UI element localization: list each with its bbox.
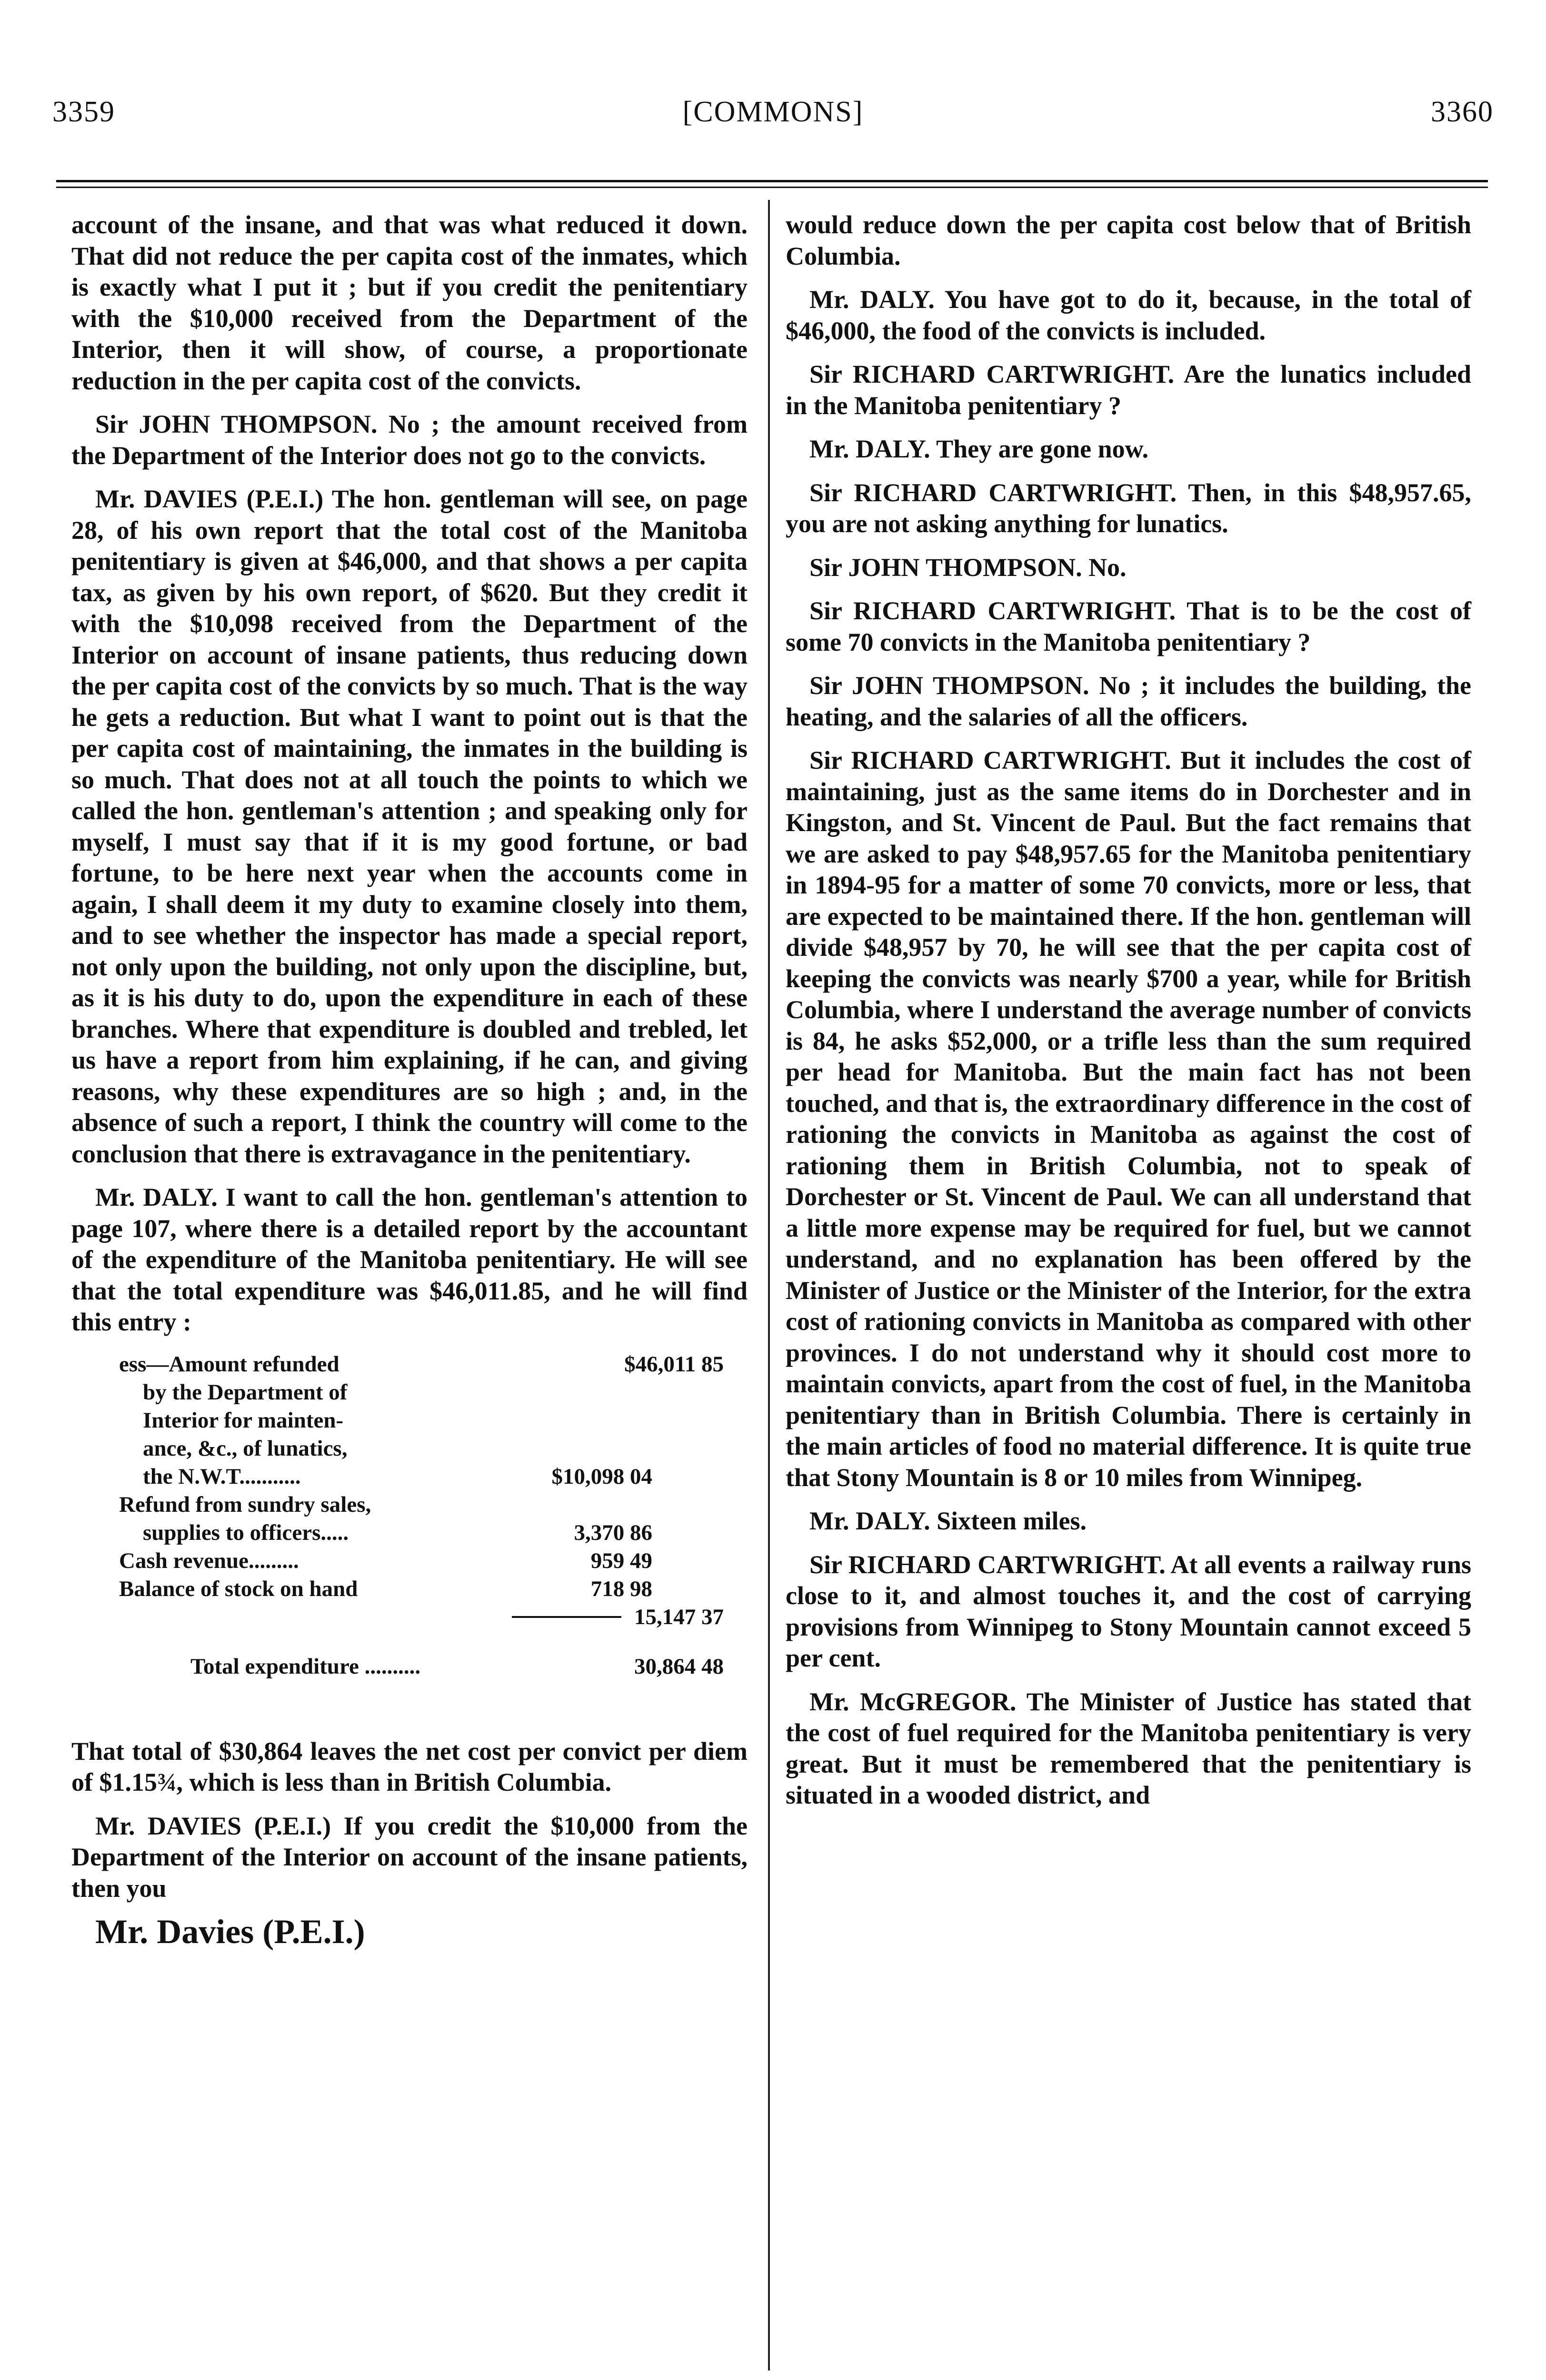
paragraph: Sir RICHARD CARTWRIGHT. Then, in this $48,957.65, you are not asking anything for lunatics. [786, 478, 1471, 538]
header-rule-bottom [56, 187, 1488, 188]
paragraph: Sir RICHARD CARTWRIGHT. Are the lunatics included in the Manitoba penitentiary ? [786, 360, 1471, 420]
paragraph: Mr. DAVIES (P.E.I.) The hon. gentleman will see, on page 28, of his own report that the total cost of the Manitoba penitentiary is given at $46,000, and that shows a per capita tax, as given by his own report, of $620. But they credit it with the $10,098 received from the Department of the Interior on account of insane patients, thus reducing down the per capita cost of the convicts by so much. That is the way he gets a reduction. But what I want to point out is that the per capita cost of maintaining, the inmates in the building is so much. That does not at all touch the points to which we called the hon. gentleman's attention ; and speaking only for myself, I must say that if it is my good fortune, or bad fortune, to be here next year when the accounts come in again, I shall deem it my duty to examine closely into them, and to see whether the inspector has made a special report, not only upon the building, not only upon the discipline, but, as it is his duty to do, upon the expenditure in each of these branches. Where that expenditure is doubled and trebled, let us have a report from him explaining, if he can, and giving reasons, why these expenditures are so high ; and, in the absence of such a report, I think the country will come to the conclusion that there is extravagance in the penitentiary. [71, 485, 748, 1168]
entry-line: supplies to officers..... [143, 1520, 349, 1545]
entry-amount: $10,098 04 [551, 1464, 652, 1489]
entry-line: Cash revenue......... [119, 1548, 299, 1573]
right-page-number: 3360 [1431, 96, 1494, 128]
entry-line: by the Department of [143, 1379, 348, 1405]
left-page-number: 3359 [52, 96, 115, 128]
entry-line: ess—Amount refunded [119, 1351, 339, 1377]
paragraph: Mr. DALY. They are gone now. [809, 435, 1149, 463]
paragraph: Mr. McGREGOR. The Minister of Justice has stated that the cost of fuel required for the Manitoba penitentiary is very great. But it must be remembered that the penitentiary is situated in a wooded district, and [786, 1687, 1471, 1809]
page-header [0, 86, 1546, 133]
paragraph: Sir RICHARD CARTWRIGHT. That is to be the cost of some 70 convicts in the Manitoba penitentiary ? [786, 596, 1471, 656]
entry-amount: 3,370 86 [574, 1520, 652, 1545]
paragraph: account of the insane, and that was what reduced it down. That did not reduce the per capita cost of the inmates, which is exactly what I put it ; but if you credit the penitentiary with the $10,000 received from the Department of the Interior, then it will show, of course, a proportionate reduction in the per capita cost of the convicts. [71, 210, 748, 395]
entry-line: Interior for mainten- [143, 1408, 344, 1433]
paragraph: Mr. DAVIES (P.E.I.) If you credit the $10,000 from the Department of the Interior on account of the insane patients, then you [71, 1811, 748, 1903]
paragraph: Mr. DALY. Sixteen miles. [809, 1507, 1087, 1535]
paragraph: would reduce down the per capita cost below that of British Columbia. [786, 210, 1471, 270]
left-column [71, 209, 748, 1960]
entry-amount: 959 49 [590, 1548, 652, 1573]
paragraph: That total of $30,864 leaves the net cost per convict per diem of $1.15¾, which is less than in British Columbia. [71, 1736, 748, 1796]
subtotal-rule [512, 1616, 621, 1618]
paragraph: Sir RICHARD CARTWRIGHT. At all events a railway runs close to it, and almost touches it, and the cost of carrying provisions from Winnipeg to Stony Mountain cannot exceed 5 per cent. [786, 1550, 1471, 1672]
section-title: [COMMONS] [682, 96, 864, 128]
entry-line: Refund from sundry sales, [119, 1492, 371, 1517]
right-column [786, 209, 1471, 1824]
subtotal-amount: 15,147 37 [634, 1604, 724, 1629]
total-label: Total expenditure .......... [190, 1654, 421, 1679]
total-amount: 30,864 48 [634, 1654, 724, 1679]
entry-amount: 718 98 [590, 1576, 652, 1601]
expenditure-entry [71, 1350, 738, 1722]
entry-line: the N.W.T........... [143, 1464, 301, 1489]
catchword-signature: Mr. Davies (P.E.I.) [95, 1913, 365, 1951]
paragraph: Mr. DALY. You have got to do it, because, in the total of $46,000, the food of the convicts is included. [786, 285, 1471, 345]
entry-line: Balance of stock on hand [119, 1576, 358, 1601]
paragraph: Mr. DALY. I want to call the hon. gentleman's attention to page 107, where there is a detailed report by the accountant of the expenditure of the Manitoba penitentiary. He will see that the total expenditure was $46,011.85, and he will find this entry : [71, 1183, 748, 1336]
paragraph: Sir JOHN THOMPSON. No ; the amount received from the Department of the Interior does not go to the convicts. [71, 410, 748, 470]
column-divider [768, 200, 770, 2370]
paragraph: Sir JOHN THOMPSON. No. [809, 553, 1127, 582]
header-rule-top [56, 180, 1488, 182]
paragraph: Sir JOHN THOMPSON. No ; it includes the building, the heating, and the salaries of all the officers. [786, 671, 1471, 731]
entry-line: ance, &c., of lunatics, [143, 1436, 348, 1461]
entry-amount: $46,011 85 [624, 1351, 724, 1377]
paragraph: Sir RICHARD CARTWRIGHT. But it includes the cost of maintaining, just as the same items do in Dorchester and in Kingston, and St. Vincent de Paul. But the fact remains that we are asked to pay $48,957.65 for the Manitoba penitentiary in 1894-95 for a matter of some 70 convicts, more or less, that are expected to be maintained there. If the hon. gentleman will divide $48,957 by 70, he will see that the per capita cost of keeping the convicts was nearly $700 a year, while for British Columbia, where I understand the average number of convicts is 84, he asks $52,000, or a trifle less than the sum required per head for Manitoba. But the main fact has not been touched, and that is, the extraordinary difference in the cost of rationing the convicts in Manitoba as against the cost of rationing them in British Columbia, not to speak of Dorchester or St. Vincent de Paul. We can all understand that a little more expense may be required for fuel, but we cannot understand, and no explanation has been offered by the Minister of Justice or the Minister of the Interior, for the extra cost of rationing convicts in Manitoba as compared with other provinces. I do not understand why it should cost more to maintain convicts, apart from the cost of fuel, in the Manitoba penitentiary than in British Columbia. There is certainly in the main articles of food no material difference. It is quite true that Stony Mountain is 8 or 10 miles from Winnipeg. [786, 746, 1471, 1492]
